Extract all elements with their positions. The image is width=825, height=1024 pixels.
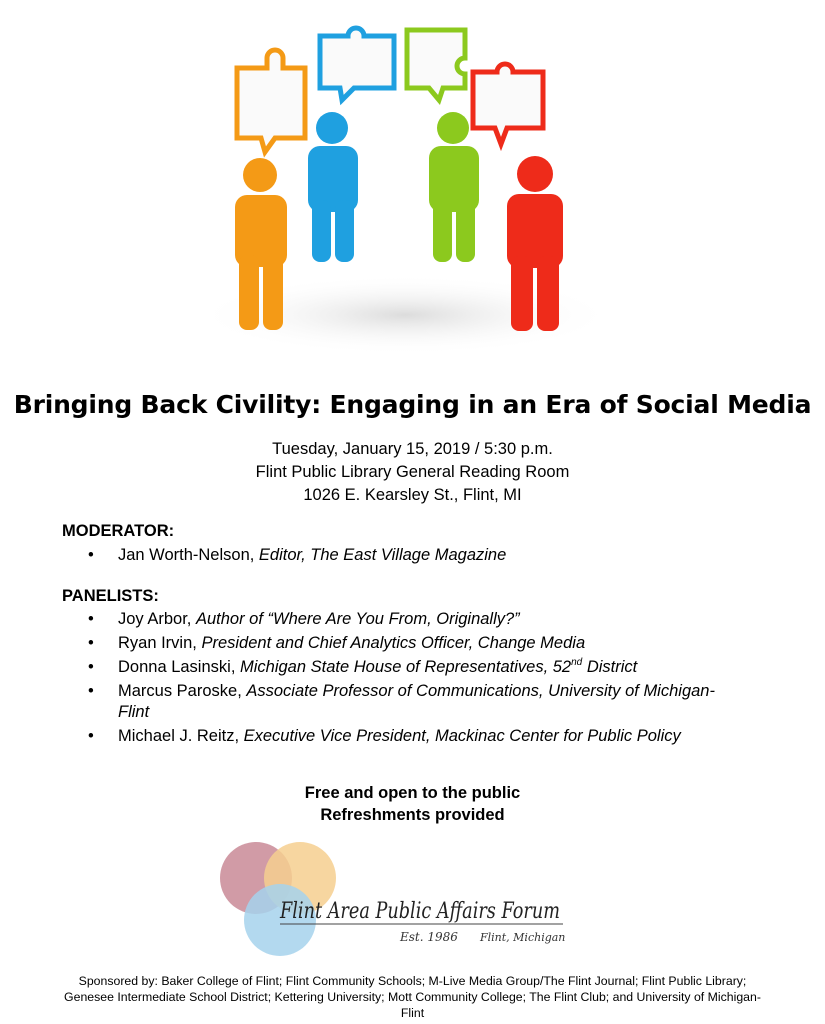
bullet-icon: • <box>88 546 94 564</box>
event-datetime: Tuesday, January 15, 2019 / 5:30 p.m. <box>272 440 553 458</box>
panelist-role <box>240 658 637 676</box>
bullet-icon: • <box>88 634 94 652</box>
panelists-list <box>88 609 728 750</box>
panelist-item <box>88 609 728 630</box>
panelists-heading: PANELISTS: <box>62 587 159 605</box>
moderator-heading: MODERATOR: <box>62 522 175 540</box>
event-details <box>0 438 825 507</box>
panelist-item <box>88 726 728 747</box>
panelist-name: Marcus Paroske, <box>118 682 247 700</box>
moderator-item <box>88 545 728 566</box>
panelist-item <box>88 681 728 723</box>
panelist-name: Donna Lasinski, <box>118 658 240 676</box>
panelist-role-text: District <box>582 658 638 676</box>
public-notes <box>0 782 825 826</box>
moderator-name: Jan Worth-Nelson, <box>118 546 259 564</box>
refreshments-note: Refreshments provided <box>320 806 505 824</box>
bullet-icon: • <box>88 658 94 676</box>
free-admission-note: Free and open to the public <box>304 784 521 802</box>
logo-established: Est. 1986 <box>400 930 458 944</box>
event-title: Bringing Back Civility: Engaging in an Era of Social Media <box>13 390 812 419</box>
forum-logo <box>218 838 568 958</box>
figure-green-icon <box>429 112 479 262</box>
people-puzzle-speech-icon <box>175 0 635 360</box>
bullet-icon: • <box>88 682 94 700</box>
logo-location: Flint, Michigan <box>480 931 566 944</box>
moderator-list <box>88 545 728 569</box>
speech-bubble-green-icon <box>407 30 465 100</box>
speech-bubble-orange-icon <box>237 50 305 152</box>
panelist-role: President and Chief Analytics Officer, Change Media <box>201 634 586 652</box>
ordinal-suffix: nd <box>571 656 583 668</box>
logo-name: Flint Area Public Affairs Forum <box>279 899 560 924</box>
panelist-role-text: Michigan State House of Representatives, 52 <box>240 658 572 676</box>
speech-bubble-blue-icon <box>320 28 394 100</box>
panelist-name: Joy Arbor, <box>118 610 196 628</box>
panelist-role: Author of “Where Are You From, Originally?” <box>195 610 520 628</box>
panelist-role: Executive Vice President, Mackinac Center for Public Policy <box>243 727 681 745</box>
panelist-name: Michael J. Reitz, <box>118 727 244 745</box>
panelist-item <box>88 633 728 654</box>
speech-bubble-red-icon <box>473 64 543 144</box>
panelist-item <box>88 657 728 678</box>
moderator-role: Editor, The East Village Magazine <box>258 546 507 564</box>
bullet-icon: • <box>88 727 94 745</box>
event-address: 1026 E. Kearsley St., Flint, MI <box>303 486 522 504</box>
sponsors-text: Sponsored by: Baker College of Flint; Flint Community Schools; M-Live Media Group/The Flint Journal; Flint Public Library; Genesee Intermediate School District; Kettering University; Mott Community College; The Flint Club; and University of Michigan-Flint <box>64 974 761 1020</box>
figure-blue-icon <box>308 112 358 262</box>
panelist-name: Ryan Irvin, <box>118 634 202 652</box>
bullet-icon: • <box>88 610 94 628</box>
event-venue: Flint Public Library General Reading Room <box>255 463 570 481</box>
panelist-role: Associate Professor of Communications, University of Michigan-Flint <box>118 682 715 721</box>
